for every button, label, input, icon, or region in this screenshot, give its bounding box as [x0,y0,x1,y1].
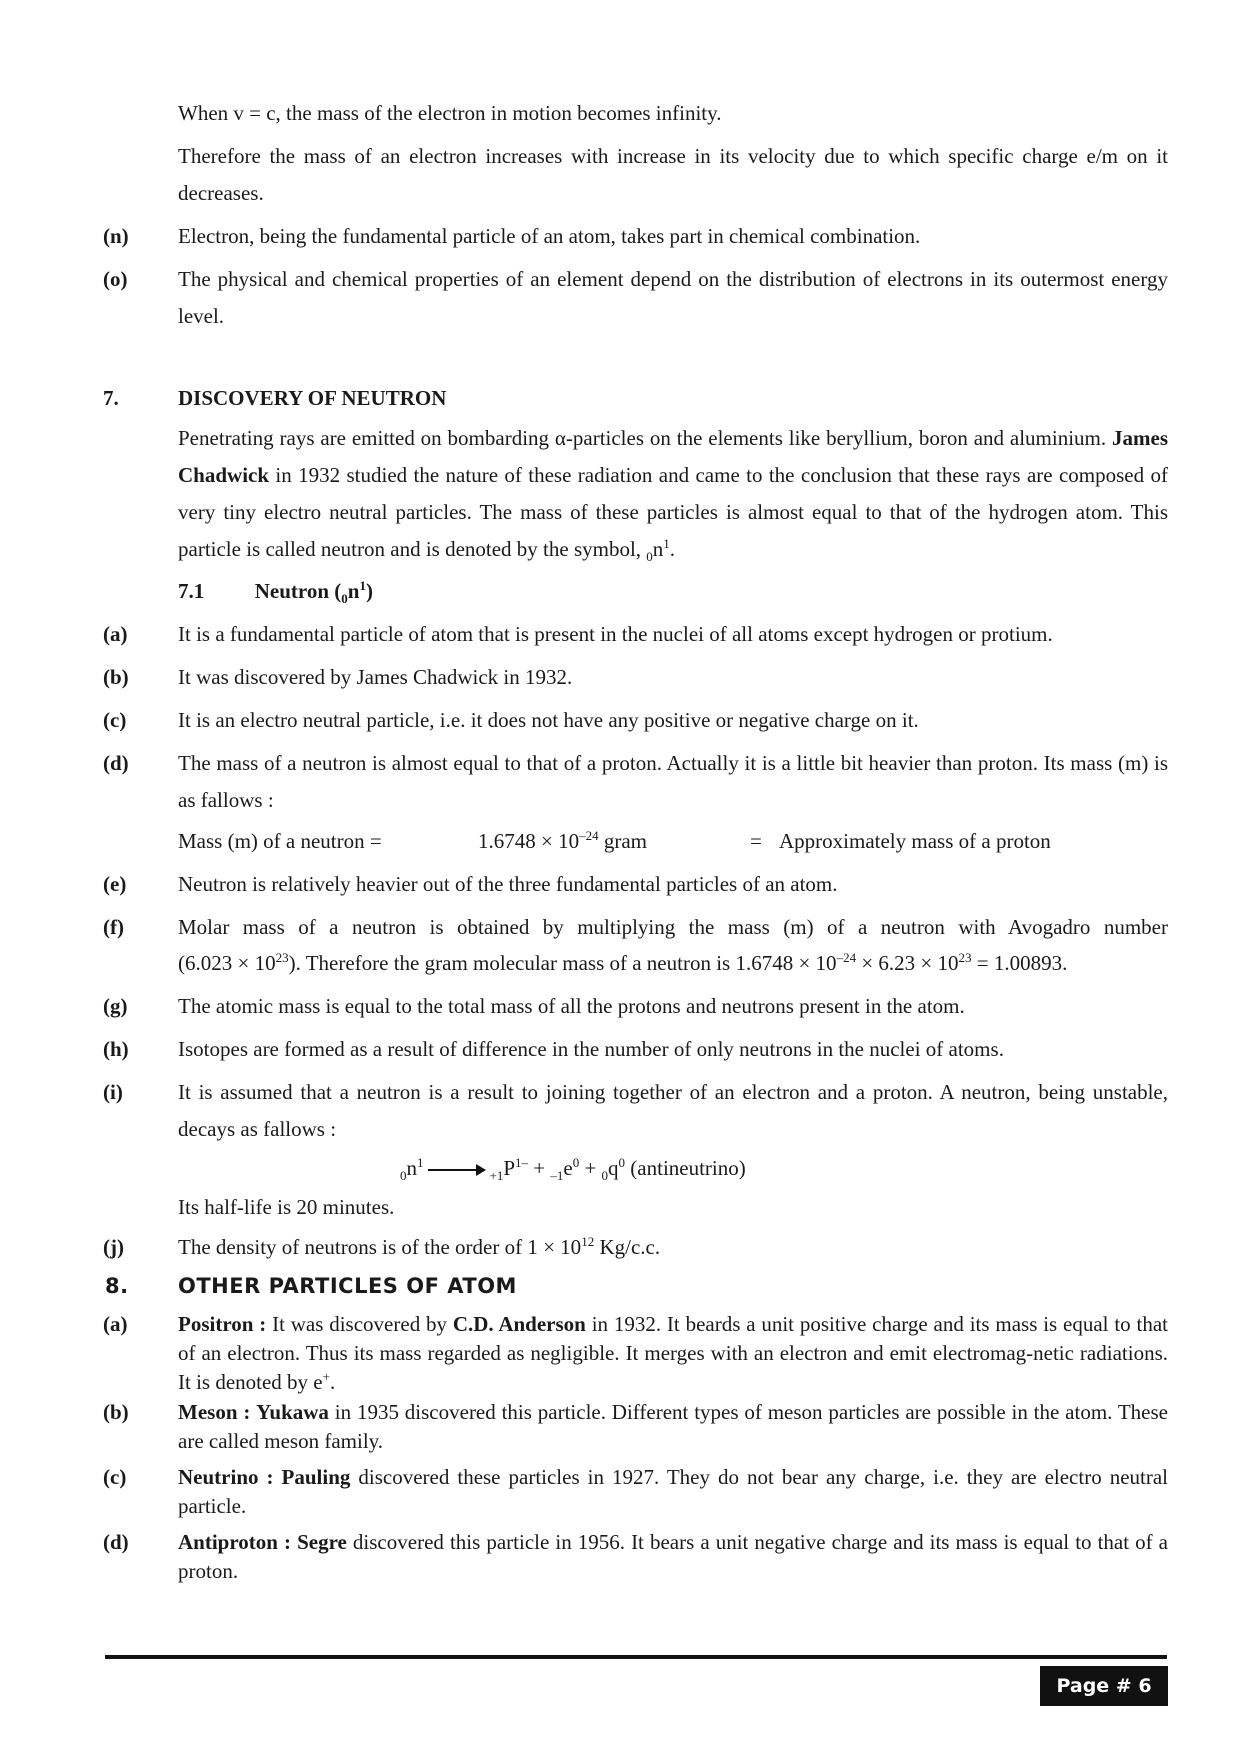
subsection-heading [178,573,1168,610]
intro-paragraph: Therefore the mass of an electron increases with increase in its velocity due to which specific charge e/m on it decreases. [178,144,1168,205]
point-text: Neutron is relatively heavier out of the three fundamental particles of an atom. [178,872,838,896]
point-marker: (n) [103,224,129,248]
point-text [178,1229,1168,1266]
point-marker: (f) [103,915,124,939]
eq-q-base: q [608,1156,619,1180]
mass-exponent: –24 [579,828,599,843]
molar-exp-b: –24 [836,950,857,965]
point-marker: (b) [103,665,129,689]
mass-value-wrap [478,823,647,860]
molar-text-b: ). Therefore the gram molecular mass of a neutron is 1.6748 × 10 [288,951,837,975]
eq-plus: + [533,1156,546,1180]
point-marker: (j) [103,1235,124,1259]
eq-e-sub: –1 [550,1168,564,1184]
footer-rule [105,1655,1167,1659]
scientist-name: James Chadwick [178,426,1169,487]
particle-name: Meson : [178,1400,251,1424]
particle-name: Positron : [178,1312,267,1336]
molar-text-a: (6.023 × 10 [178,951,276,975]
density-text: The density of neutrons is of the order of 1 × 10 [178,1235,582,1259]
particle-name: Neutrino : [178,1465,274,1489]
section-number: 8. [105,1274,129,1298]
mass-label: Mass (m) of a neutron = [178,829,382,853]
particle-name: Antiproton : [178,1530,292,1554]
point-text: It is a fundamental particle of atom that is present in the nuclei of all atoms except hydrogen or protium. [178,622,1053,646]
symbol-sup: 1 [663,536,670,551]
point-text: It is an electro neutral particle, i.e. it does not have any positive or negative charge on it. [178,708,919,732]
density-unit: Kg/c.c. [594,1235,661,1259]
point-marker: (a) [103,622,128,646]
point-text [178,1463,1168,1521]
intro-line: When v = c, the mass of the electron in motion becomes infinity. [178,101,722,125]
point-marker: (d) [103,751,129,775]
eq-n-base: n [406,1156,417,1180]
eq-plus: + [584,1156,597,1180]
point-text: The physical and chemical properties of an element depend on the distribution of electrons in its outermost energy level. [178,267,1168,328]
point-text [178,1310,1168,1397]
eq-q-sup: 0 [618,1155,626,1170]
period: . [329,1370,336,1394]
scientist-name: Yukawa [256,1400,329,1424]
molar-text-d: = 1.00893. [971,951,1068,975]
section-title: OTHER PARTICLES OF ATOM [178,1274,517,1298]
point-text-continued [178,945,1168,982]
eq-n-sup: 1 [417,1155,424,1170]
point-text: Electron, being the fundamental particle of an atom, takes part in chemical combination. [178,224,921,248]
point-marker: (a) [103,1312,128,1336]
point-text [178,1528,1168,1586]
section-paragraph [178,420,1168,568]
eq-p-sub: +1 [489,1168,504,1184]
section-number: 7. [103,386,119,410]
eq-e-sup: 0 [572,1155,580,1170]
density-exp: 12 [581,1234,595,1249]
particle-text: discovered this particle in 1956. It bears a unit negative charge and its mass is equal to that of a proton. [178,1530,1169,1583]
mass-value: 1.6748 × 10 [478,829,580,853]
eq-p-base: P [503,1156,516,1180]
section-title: DISCOVERY OF NEUTRON [178,386,447,410]
half-life-text: Its half-life is 20 minutes. [178,1195,395,1219]
sub-symbol-sub: 0 [341,591,348,607]
point-text: It was discovered by James Chadwick in 1932. [178,665,573,689]
particle-text: in 1935 discovered this particle. Different types of meson particles are possible in the atom. These are called meson family. [178,1400,1168,1453]
symbol-base: n [652,537,664,561]
point-marker: (h) [103,1037,129,1061]
particle-sup: + [322,1369,330,1384]
eq-p-sup: 1– [515,1155,529,1170]
para-start: Penetrating rays are emitted on bombarding α-particles on the elements like beryllium, boron and aluminium. [178,426,1107,450]
particle-pre: It was discovered by [272,1312,448,1336]
scientist-name: Segre [297,1530,347,1554]
point-marker: (d) [103,1530,129,1554]
point-marker: (b) [103,1400,129,1424]
eq-note: (antineutrino) [630,1156,746,1180]
point-marker: (i) [103,1080,123,1104]
subsection-title: Neutron ( [254,579,342,603]
sub-title-close: ) [365,579,373,603]
mass-equals: = [750,829,762,853]
reaction-arrow-icon [428,1169,484,1171]
page-number-badge: Page # 6 [1040,1666,1168,1706]
point-text: It is assumed that a neutron is a result to joining together of an electron and a proton. A neutron, being unstable, decays as fallows : [178,1080,1168,1141]
scientist-name: Pauling [281,1465,351,1489]
scientist-name: C.D. Anderson [452,1312,586,1336]
point-marker: (c) [103,708,127,732]
point-marker: (o) [103,267,128,291]
mass-unit: gram [603,829,647,853]
point-text [178,1398,1168,1456]
molar-exp-c: 23 [958,950,972,965]
point-marker: (c) [103,1465,127,1489]
subsection-number: 7.1 [178,579,205,603]
mass-note: Approximately mass of a proton [779,829,1051,853]
symbol-sub: 0 [646,549,653,565]
sub-symbol-sup: 1 [359,578,366,593]
point-text: The atomic mass is equal to the total mass of all the protons and neutrons present in the atom. [178,994,965,1018]
point-marker: (g) [103,994,128,1018]
molar-exp-a: 23 [275,950,289,965]
eq-n-sub: 0 [400,1168,407,1184]
point-text: The mass of a neutron is almost equal to that of a proton. Actually it is a little bit heavier than proton. Its mass (m) is as fallows : [178,751,1168,812]
particle-text: discovered these particles in 1927. They do not bear any charge, i.e. they are electro neutral particle. [178,1465,1169,1518]
eq-e-base: e [563,1156,573,1180]
point-text: Molar mass of a neutron is obtained by multiplying the mass (m) of a neutron with Avogadro number [178,915,1168,939]
mass-row [178,823,1168,860]
sub-symbol-base: n [347,579,360,603]
decay-equation [400,1150,900,1187]
period: . [669,537,676,561]
molar-text-c: × 6.23 × 10 [856,951,959,975]
point-marker: (e) [103,872,127,896]
para-rest: in 1932 studied the nature of these radiation and came to the conclusion that these rays are composed of very tiny electro neutral particles. The mass of these particles is almost equal to that of the hydrogen atom. This particle is called neutron and is denoted by the symbol, [178,463,1168,561]
point-text: Isotopes are formed as a result of difference in the number of only neutrons in the nuclei of atoms. [178,1037,1004,1061]
particle-text: in 1932. It beards a unit positive charge and its mass is equal to that of an electron. Thus its mass regarded as negligible. It merges with an electron and emit electromag-netic radiations. It is denoted by e [178,1312,1168,1394]
eq-q-sub: 0 [601,1168,609,1184]
